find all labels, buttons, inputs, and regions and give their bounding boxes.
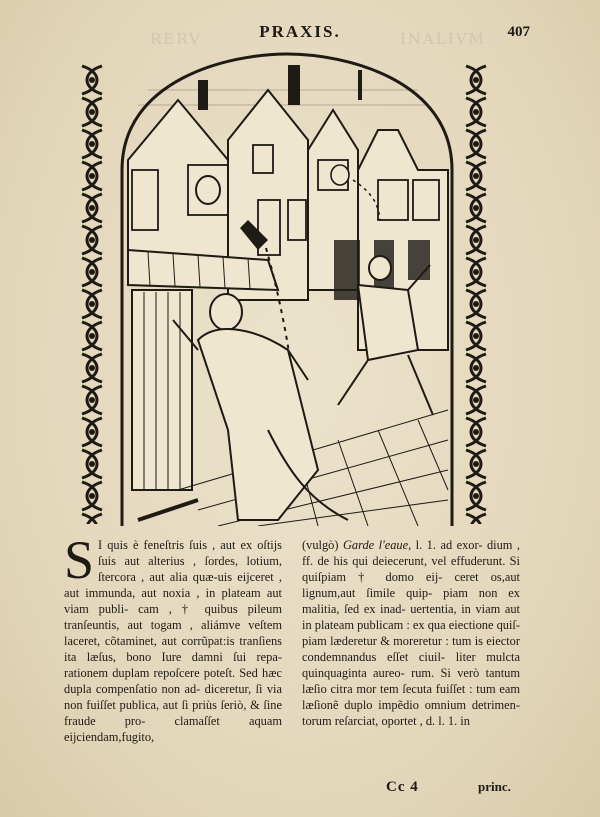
running-head: PRAXIS. — [259, 22, 341, 41]
paragraph — [302, 537, 520, 729]
text-body: , l. 1. ad exor- dium , ff. de his qui deiecerunt, vel effuderunt. Si quiſpiam † domo eij- ceret os,aut lignum,aut ſimile quip- piam non ex malitia, ſed ex inad- uertentia, in viam aut in plateam publicam : ex qua eiectione quiſ- piam læderetur & moreretur : tum is eiector condemnandus eſſet ciuil- liter mulcta quinquaginta aureo- rum. Si verò tantum læſio citra mor tem ſecuta fuiſſet : tum eam læſionẽ duplo impẽdio omnium detrimen- torum reſarciat, oportet , d. l. 1. in — [302, 538, 520, 728]
bleed-through-text: RERV — [150, 30, 202, 48]
signature-mark: Cc 4 — [386, 779, 419, 795]
woodcut-illustration — [118, 50, 456, 526]
catchword: princ. — [478, 779, 511, 794]
drop-cap: S — [64, 530, 95, 590]
text-lead: (vulgò) — [302, 538, 343, 552]
text-column-left — [64, 530, 282, 745]
text-column-right — [302, 537, 520, 729]
page-number: 407 — [507, 24, 530, 40]
italic-phrase: Garde l'eaue — [342, 538, 409, 552]
ornamental-border-right — [462, 64, 490, 524]
paragraph: I quis è feneſtris ſuis , aut ex oſtijs ſuis aut alterius , ſordes, lotium, ſtercora , aut alia quæ-uis eijceret , aut immunda, aut noxia , in plateam aut viam publi- cam , † quibus pileum tranſeuntis, aut togam , aliámve veſtem laceret, cõtaminet, aut corrũpat:is tranſiens ita læſus, bono Iure damni ſui repa- rationem duplam repoſcere poteſt. Sed hæc dupla compenſatio non ad- diceretur, ſi via non fuiſſet publica, aut ſi priùs ſeriò, & ſine fraude pro- clamaſſet aquam eijciendam,fugito, — [64, 538, 282, 744]
ornamental-border-left — [78, 64, 106, 524]
bleed-through-text: INALIVM — [400, 30, 486, 48]
